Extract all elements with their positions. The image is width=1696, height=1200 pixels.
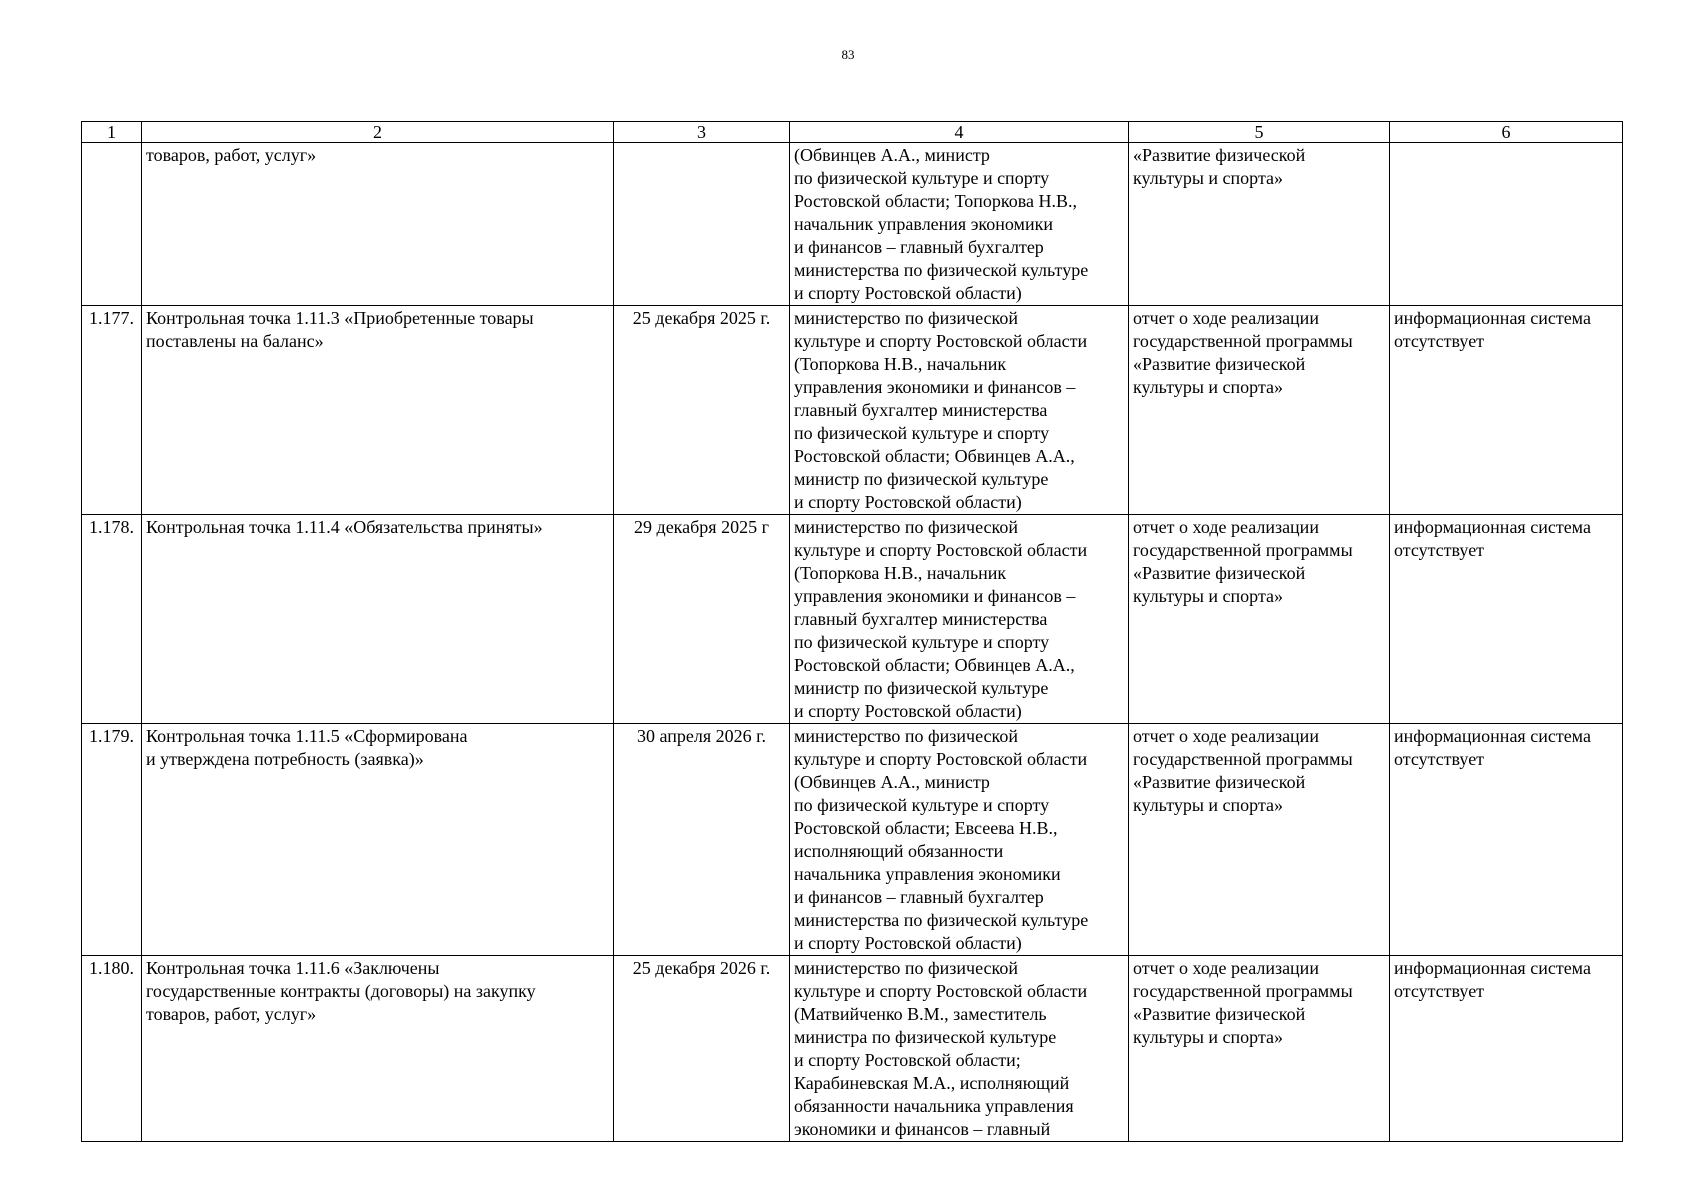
table-row xyxy=(82,306,1623,515)
table-header-row xyxy=(82,122,1623,143)
confirming-document: отчет о ходе реализации государственной программы «Развитие физической культуры и спорта» xyxy=(1129,724,1390,956)
responsible-executor: (Обвинцев А.А., министр по физической культуре и спорту Ростовской области; Топоркова Н.В., начальник управления экономики и финансов – главный бухгалтер министерства по физической культуре и спорту Ростовской области) xyxy=(790,143,1129,306)
deadline-date: 29 декабря 2025 г xyxy=(614,515,790,724)
column-header: 1 xyxy=(82,122,142,143)
responsible-executor: министерство по физической культуре и спорту Ростовской области (Матвийченко В.М., заместитель министра по физической культуре и спорту Ростовской области; Карабиневская М.А., исполняющий обязанности начальника управления экономики и финансов – главный xyxy=(790,956,1129,1142)
deadline-date: 30 апреля 2026 г. xyxy=(614,724,790,956)
column-header: 5 xyxy=(1129,122,1390,143)
event-name: товаров, работ, услуг» xyxy=(142,143,614,306)
information-system: информационная система отсутствует xyxy=(1390,956,1623,1142)
responsible-executor: министерство по физической культуре и спорту Ростовской области (Топоркова Н.В., начальник управления экономики и финансов – главный бухгалтер министерства по физической культуре и спорту Ростовской области; Обвинцев А.А., министр по физической культуре и спорту Ростовской области) xyxy=(790,306,1129,515)
table-row xyxy=(82,956,1623,1142)
row-number: 1.179. xyxy=(82,724,142,956)
information-system: информационная система отсутствует xyxy=(1390,724,1623,956)
information-system: информационная система отсутствует xyxy=(1390,515,1623,724)
confirming-document: отчет о ходе реализации государственной программы «Развитие физической культуры и спорта» xyxy=(1129,956,1390,1142)
responsible-executor: министерство по физической культуре и спорту Ростовской области (Обвинцев А.А., министр по физической культуре и спорту Ростовской области; Евсеева Н.В., исполняющий обязанности начальника управления экономики и финансов – главный бухгалтер министерства по физической культуре и спорту Ростовской области) xyxy=(790,724,1129,956)
event-name: Контрольная точка 1.11.5 «Сформирована и утверждена потребность (заявка)» xyxy=(142,724,614,956)
event-name: Контрольная точка 1.11.3 «Приобретенные товары поставлены на баланс» xyxy=(142,306,614,515)
table-row xyxy=(82,724,1623,956)
responsible-executor: министерство по физической культуре и спорту Ростовской области (Топоркова Н.В., начальник управления экономики и финансов – главный бухгалтер министерства по физической культуре и спорту Ростовской области; Обвинцев А.А., министр по физической культуре и спорту Ростовской области) xyxy=(790,515,1129,724)
control-points-table xyxy=(81,121,1623,1142)
column-header: 6 xyxy=(1390,122,1623,143)
confirming-document: отчет о ходе реализации государственной программы «Развитие физической культуры и спорта» xyxy=(1129,306,1390,515)
table-row xyxy=(82,515,1623,724)
column-header: 4 xyxy=(790,122,1129,143)
page-number: 83 xyxy=(841,47,855,62)
event-name: Контрольная точка 1.11.6 «Заключены государственные контракты (договоры) на закупку товаров, работ, услуг» xyxy=(142,956,614,1142)
information-system: информационная система отсутствует xyxy=(1390,306,1623,515)
row-number: 1.177. xyxy=(82,306,142,515)
row-number: 1.178. xyxy=(82,515,142,724)
deadline-date: 25 декабря 2026 г. xyxy=(614,956,790,1142)
confirming-document: «Развитие физической культуры и спорта» xyxy=(1129,143,1390,306)
event-name: Контрольная точка 1.11.4 «Обязательства приняты» xyxy=(142,515,614,724)
deadline-date xyxy=(614,143,790,306)
row-number: 1.180. xyxy=(82,956,142,1142)
row-number xyxy=(82,143,142,306)
information-system xyxy=(1390,143,1623,306)
deadline-date: 25 декабря 2025 г. xyxy=(614,306,790,515)
column-header: 3 xyxy=(614,122,790,143)
confirming-document: отчет о ходе реализации государственной программы «Развитие физической культуры и спорта» xyxy=(1129,515,1390,724)
table-row xyxy=(82,143,1623,306)
column-header: 2 xyxy=(142,122,614,143)
